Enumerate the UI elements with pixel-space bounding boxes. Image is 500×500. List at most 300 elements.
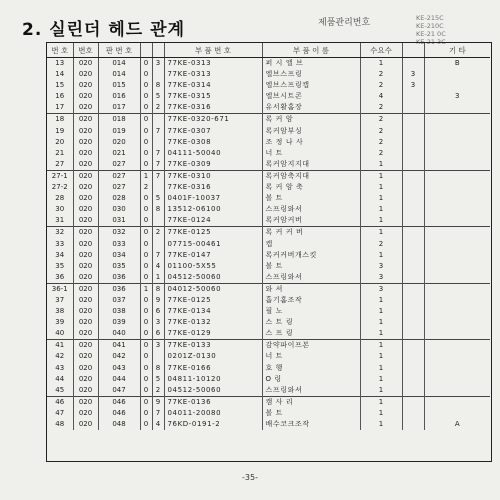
part-name-cell: 호 행: [262, 363, 360, 374]
item-no-cell: 14: [55, 70, 65, 79]
table-row: [47, 182, 490, 193]
ref-cell: [402, 102, 424, 114]
table-row: [47, 58, 490, 70]
check-digit-cell: 6: [152, 328, 164, 340]
check-digit-cell: 5: [152, 193, 164, 204]
ref-cell: [402, 295, 424, 306]
part-number-cell: 77KE-0313: [164, 58, 262, 70]
check-digit-cell: 7: [152, 126, 164, 137]
check-digit-cell: [152, 351, 164, 362]
part-name-cell: 록커암커버: [262, 215, 360, 227]
sub-code-cell: 0: [140, 385, 152, 397]
ref-cell: [402, 340, 424, 352]
plate-no-cell: 030: [98, 204, 140, 215]
code-cell: 020: [73, 126, 98, 137]
item-no-cell: 27-1: [47, 170, 73, 182]
ref-cell: [402, 193, 424, 204]
check-digit-cell: 6: [152, 306, 164, 317]
remarks-cell: [424, 159, 490, 171]
quantity-cell: 1: [360, 295, 402, 306]
item-no-cell: 37: [55, 295, 65, 304]
code-cell: 020: [73, 396, 98, 408]
ref-cell: [402, 250, 424, 261]
part-name-cell: 퍼 시 엘 브: [262, 58, 360, 70]
remarks-cell: [424, 227, 490, 239]
item-no-cell: 43: [55, 363, 65, 372]
remarks-cell: [424, 148, 490, 159]
part-number-cell: 77KE-0134: [164, 306, 262, 317]
ref-cell: [402, 58, 424, 70]
col-header-plate-no: 판 번 호: [98, 43, 140, 58]
quantity-cell: 2: [360, 137, 402, 148]
item-no-cell: 41: [47, 340, 73, 352]
code-cell: 020: [73, 91, 98, 102]
ref-cell: [402, 283, 424, 295]
code-cell: 020: [73, 317, 98, 328]
quantity-cell: 1: [360, 317, 402, 328]
part-number-cell: 77KE-0125: [164, 295, 262, 306]
table-row: [47, 137, 490, 148]
item-no-cell: 17: [55, 103, 65, 112]
remarks-cell: [424, 102, 490, 114]
sub-code-cell: 0: [140, 58, 152, 70]
plate-no-cell: 017: [98, 102, 140, 114]
part-number-cell: 0401F-10037: [164, 193, 262, 204]
part-number-cell: 77KE-0314: [164, 80, 262, 91]
item-no-cell: 16: [55, 92, 65, 101]
check-digit-cell: 9: [152, 295, 164, 306]
item-no-cell: 21: [55, 148, 65, 157]
quantity-cell: 3: [360, 283, 402, 295]
check-digit-cell: [152, 69, 164, 80]
check-digit-cell: 2: [152, 385, 164, 397]
ref-cell: [402, 261, 424, 272]
table-row: [47, 283, 490, 295]
part-name-cell: 엘브스프링캡: [262, 80, 360, 91]
table-row: [47, 419, 490, 430]
item-no-cell: 27-2: [51, 183, 68, 192]
plate-no-cell: 021: [98, 148, 140, 159]
col-header-code-1: 번호: [73, 43, 98, 58]
code-cell: 020: [73, 374, 98, 385]
quantity-cell: 1: [360, 58, 402, 70]
col-header-quantity: 수요수: [360, 43, 402, 58]
check-digit-cell: [152, 182, 164, 193]
ref-cell: [402, 396, 424, 408]
check-digit-cell: [152, 215, 164, 227]
item-no-cell: 32: [47, 227, 73, 239]
ref-cell: [402, 351, 424, 362]
plate-no-cell: 031: [98, 215, 140, 227]
part-name-cell: 록커커버개스킷: [262, 250, 360, 261]
part-name-cell: 스프링와셔: [262, 204, 360, 215]
quantity-cell: 1: [360, 215, 402, 227]
remarks-cell: [424, 408, 490, 419]
code-cell: 020: [73, 385, 98, 397]
plate-no-cell: 027: [98, 159, 140, 171]
table-row: [47, 250, 490, 261]
remarks-cell: [424, 126, 490, 137]
quantity-cell: 3: [360, 261, 402, 272]
part-number-cell: 04111-50040: [164, 148, 262, 159]
parts-table: [47, 43, 490, 430]
check-digit-cell: 2: [152, 102, 164, 114]
check-digit-cell: 5: [152, 374, 164, 385]
part-number-cell: 77KE-0132: [164, 317, 262, 328]
ref-cell: [402, 239, 424, 250]
part-number-cell: 77KE-0310: [164, 170, 262, 182]
table-row: [47, 170, 490, 182]
code-cell: 020: [73, 69, 98, 80]
table-header-row: [47, 43, 490, 58]
part-number-cell: 77KE-0129: [164, 328, 262, 340]
check-digit-cell: 8: [152, 363, 164, 374]
ref-cell: [402, 272, 424, 284]
part-name-cell: 배수코크조작: [262, 419, 360, 430]
item-no-cell: 40: [55, 329, 65, 338]
remarks-cell: [424, 137, 490, 148]
sub-code-cell: 0: [140, 317, 152, 328]
code-cell: 020: [73, 363, 98, 374]
remarks-cell: B: [424, 58, 490, 70]
plate-no-cell: 040: [98, 328, 140, 340]
check-digit-cell: [152, 239, 164, 250]
part-name-cell: 와 셔: [262, 283, 360, 295]
part-number-cell: 07715-00461: [164, 239, 262, 250]
doc-ref-label: 제품관리번호: [318, 18, 371, 28]
sub-code-cell: 1: [140, 283, 152, 295]
table-row: [47, 69, 490, 80]
table-row: [47, 102, 490, 114]
quantity-cell: 2: [360, 80, 402, 91]
part-name-cell: 록커암부싱: [262, 126, 360, 137]
remarks-cell: [424, 396, 490, 408]
remarks-cell: [424, 261, 490, 272]
remarks-cell: [424, 204, 490, 215]
remarks-cell: [424, 272, 490, 284]
table-row: [47, 193, 490, 204]
sub-code-cell: 0: [140, 148, 152, 159]
sub-code-cell: 0: [140, 306, 152, 317]
sub-code-cell: 0: [140, 227, 152, 239]
plate-no-cell: 047: [98, 385, 140, 397]
part-name-cell: 스프링와셔: [262, 385, 360, 397]
item-no-cell: 27: [55, 159, 65, 168]
ref-cell: [402, 148, 424, 159]
quantity-cell: 1: [360, 363, 402, 374]
remarks-cell: [424, 250, 490, 261]
model-code: KE-21 0C: [416, 30, 446, 38]
remarks-cell: [424, 170, 490, 182]
part-number-cell: 04011-20080: [164, 408, 262, 419]
item-no-cell: 48: [55, 420, 65, 428]
plate-no-cell: 027: [98, 170, 140, 182]
remarks-cell: [424, 306, 490, 317]
table-row: [47, 91, 490, 102]
quantity-cell: 1: [360, 159, 402, 171]
ref-cell: [402, 204, 424, 215]
code-cell: 020: [73, 114, 98, 126]
ref-cell: [402, 137, 424, 148]
sub-code-cell: 0: [140, 137, 152, 148]
table-row: [47, 239, 490, 250]
part-number-cell: 13512-06100: [164, 204, 262, 215]
part-number-cell: 77KE-0147: [164, 250, 262, 261]
part-name-cell: 엘브스프링: [262, 69, 360, 80]
ref-cell: [402, 215, 424, 227]
part-name-cell: O 링: [262, 374, 360, 385]
quantity-cell: 1: [360, 419, 402, 430]
table-row: [47, 328, 490, 340]
ref-cell: [402, 306, 424, 317]
table-row: [47, 385, 490, 397]
code-cell: 020: [73, 283, 98, 295]
remarks-cell: [424, 193, 490, 204]
table-row: [47, 351, 490, 362]
col-header-code-3: [140, 43, 152, 58]
code-cell: 020: [73, 340, 98, 352]
quantity-cell: 2: [360, 126, 402, 137]
col-header-part-number: 부 품 번 호: [164, 43, 262, 58]
sub-code-cell: 0: [140, 239, 152, 250]
item-no-cell: 42: [55, 352, 65, 361]
check-digit-cell: 3: [152, 340, 164, 352]
check-digit-cell: 7: [152, 408, 164, 419]
sub-code-cell: 0: [140, 328, 152, 340]
sub-code-cell: 0: [140, 193, 152, 204]
table-row: [47, 227, 490, 239]
part-name-cell: 유서활홈장: [262, 102, 360, 114]
plate-no-cell: 044: [98, 374, 140, 385]
table-row: [47, 114, 490, 126]
code-cell: 020: [73, 215, 98, 227]
part-number-cell: 04012-50060: [164, 283, 262, 295]
part-number-cell: 77KE-0313: [164, 69, 262, 80]
check-digit-cell: 8: [152, 80, 164, 91]
code-cell: 020: [73, 239, 98, 250]
item-no-cell: 34: [55, 250, 65, 259]
plate-no-cell: 036: [98, 283, 140, 295]
item-no-cell: 45: [55, 385, 65, 394]
remarks-cell: [424, 295, 490, 306]
remarks-cell: [424, 351, 490, 362]
plate-no-cell: 020: [98, 137, 140, 148]
sub-code-cell: 0: [140, 204, 152, 215]
table-row: [47, 306, 490, 317]
sub-code-cell: 0: [140, 351, 152, 362]
plate-no-cell: 038: [98, 306, 140, 317]
check-digit-cell: 5: [152, 91, 164, 102]
remarks-cell: [424, 69, 490, 80]
sub-code-cell: 2: [140, 182, 152, 193]
plate-no-cell: 037: [98, 295, 140, 306]
remarks-cell: [424, 215, 490, 227]
part-number-cell: 76KD-0191-2: [164, 419, 262, 430]
table-row: [47, 204, 490, 215]
quantity-cell: 1: [360, 227, 402, 239]
plate-no-cell: 036: [98, 272, 140, 284]
part-number-cell: 77KE-0308: [164, 137, 262, 148]
sub-code-cell: 0: [140, 363, 152, 374]
remarks-cell: [424, 328, 490, 340]
quantity-cell: 2: [360, 148, 402, 159]
item-no-cell: 19: [55, 126, 65, 135]
col-header-ref: [402, 43, 424, 58]
part-name-cell: 너 트: [262, 148, 360, 159]
item-no-cell: 39: [55, 318, 65, 327]
plate-no-cell: 014: [98, 58, 140, 70]
ref-cell: [402, 91, 424, 102]
part-name-cell: 록 커 커 버: [262, 227, 360, 239]
part-name-cell: 엘브시트콘: [262, 91, 360, 102]
part-name-cell: 볼 트: [262, 408, 360, 419]
code-cell: 020: [73, 148, 98, 159]
part-name-cell: 조 정 나 사: [262, 137, 360, 148]
quantity-cell: 4: [360, 91, 402, 102]
sub-code-cell: 0: [140, 340, 152, 352]
ref-cell: [402, 408, 424, 419]
code-cell: 020: [73, 261, 98, 272]
quantity-cell: 1: [360, 374, 402, 385]
ref-cell: [402, 419, 424, 430]
ref-cell: [402, 182, 424, 193]
ref-cell: [402, 374, 424, 385]
item-no-cell: 46: [47, 396, 73, 408]
sub-code-cell: 0: [140, 396, 152, 408]
item-no-cell: 33: [55, 239, 65, 248]
code-cell: 020: [73, 204, 98, 215]
quantity-cell: 1: [360, 351, 402, 362]
model-code: KE-21 3C: [416, 38, 446, 46]
part-name-cell: 캠 사 리: [262, 396, 360, 408]
remarks-cell: [424, 239, 490, 250]
part-name-cell: 캡: [262, 239, 360, 250]
remarks-cell: [424, 182, 490, 193]
remarks-cell: A: [424, 419, 490, 430]
col-header-part-name: 부 품 이 름: [262, 43, 360, 58]
table-row: [47, 215, 490, 227]
part-number-cell: 77KE-0133: [164, 340, 262, 352]
item-no-cell: 13: [55, 59, 65, 67]
plate-no-cell: 019: [98, 126, 140, 137]
quantity-cell: 1: [360, 306, 402, 317]
table-row: [47, 340, 490, 352]
table-row: [47, 396, 490, 408]
plate-no-cell: 014: [98, 69, 140, 80]
check-digit-cell: 1: [152, 272, 164, 284]
code-cell: 020: [73, 102, 98, 114]
table-row: [47, 363, 490, 374]
code-cell: 020: [73, 170, 98, 182]
plate-no-cell: 034: [98, 250, 140, 261]
sub-code-cell: 0: [140, 102, 152, 114]
table-row: [47, 159, 490, 171]
remarks-cell: [424, 363, 490, 374]
check-digit-cell: 8: [152, 283, 164, 295]
code-cell: 020: [73, 227, 98, 239]
part-name-cell: 흡기홈조작: [262, 295, 360, 306]
quantity-cell: 1: [360, 182, 402, 193]
quantity-cell: 2: [360, 69, 402, 80]
sub-code-cell: 0: [140, 295, 152, 306]
part-name-cell: 필 노: [262, 306, 360, 317]
ref-cell: [402, 328, 424, 340]
part-number-cell: 77KE-0124: [164, 215, 262, 227]
sub-code-cell: 0: [140, 114, 152, 126]
part-name-cell: 볼 트: [262, 261, 360, 272]
code-cell: 020: [73, 328, 98, 340]
code-cell: 020: [73, 250, 98, 261]
plate-no-cell: 042: [98, 351, 140, 362]
plate-no-cell: 027: [98, 182, 140, 193]
quantity-cell: 1: [360, 396, 402, 408]
code-cell: 020: [73, 351, 98, 362]
plate-no-cell: 041: [98, 340, 140, 352]
plate-no-cell: 046: [98, 396, 140, 408]
plate-no-cell: 039: [98, 317, 140, 328]
sub-code-cell: 0: [140, 69, 152, 80]
part-name-cell: 너 트: [262, 351, 360, 362]
sub-code-cell: 0: [140, 80, 152, 91]
col-header-code-4: [152, 43, 164, 58]
ref-cell: [402, 363, 424, 374]
ref-cell: [402, 114, 424, 126]
plate-no-cell: 018: [98, 114, 140, 126]
ref-cell: [402, 317, 424, 328]
table-row: [47, 126, 490, 137]
part-name-cell: 록커암축지대: [262, 170, 360, 182]
part-number-cell: 77KE-0309: [164, 159, 262, 171]
item-no-cell: 15: [55, 81, 65, 90]
part-name-cell: 스프링와셔: [262, 272, 360, 284]
item-no-cell: 31: [55, 216, 65, 225]
table-row: [47, 408, 490, 419]
plate-no-cell: 033: [98, 239, 140, 250]
check-digit-cell: 2: [152, 227, 164, 239]
sub-code-cell: 0: [140, 272, 152, 284]
check-digit-cell: 7: [152, 250, 164, 261]
plate-no-cell: 028: [98, 193, 140, 204]
part-name-cell: 록커암지지대: [262, 159, 360, 171]
part-name-cell: 록 커 암: [262, 114, 360, 126]
item-no-cell: 47: [55, 408, 65, 417]
part-number-cell: 04512-50060: [164, 385, 262, 397]
check-digit-cell: 3: [152, 58, 164, 70]
table-row: [47, 148, 490, 159]
part-number-cell: 77KE-0320-671: [164, 114, 262, 126]
check-digit-cell: 7: [152, 170, 164, 182]
plate-no-cell: 048: [98, 419, 140, 430]
ref-cell: [402, 126, 424, 137]
item-no-cell: 35: [55, 261, 65, 270]
check-digit-cell: 7: [152, 159, 164, 171]
table-row: [47, 374, 490, 385]
item-no-cell: 36-1: [47, 283, 73, 295]
ref-cell: [402, 170, 424, 182]
part-number-cell: 77KE-0315: [164, 91, 262, 102]
item-no-cell: 38: [55, 307, 65, 316]
remarks-cell: [424, 283, 490, 295]
check-digit-cell: 7: [152, 148, 164, 159]
remarks-cell: [424, 374, 490, 385]
check-digit-cell: 4: [152, 419, 164, 430]
table-row: [47, 295, 490, 306]
part-number-cell: 77KE-0136: [164, 396, 262, 408]
remarks-cell: [424, 340, 490, 352]
col-header-item-no: 번 호: [47, 43, 73, 58]
sub-code-cell: 0: [140, 215, 152, 227]
model-code: KE-215C: [416, 14, 444, 22]
